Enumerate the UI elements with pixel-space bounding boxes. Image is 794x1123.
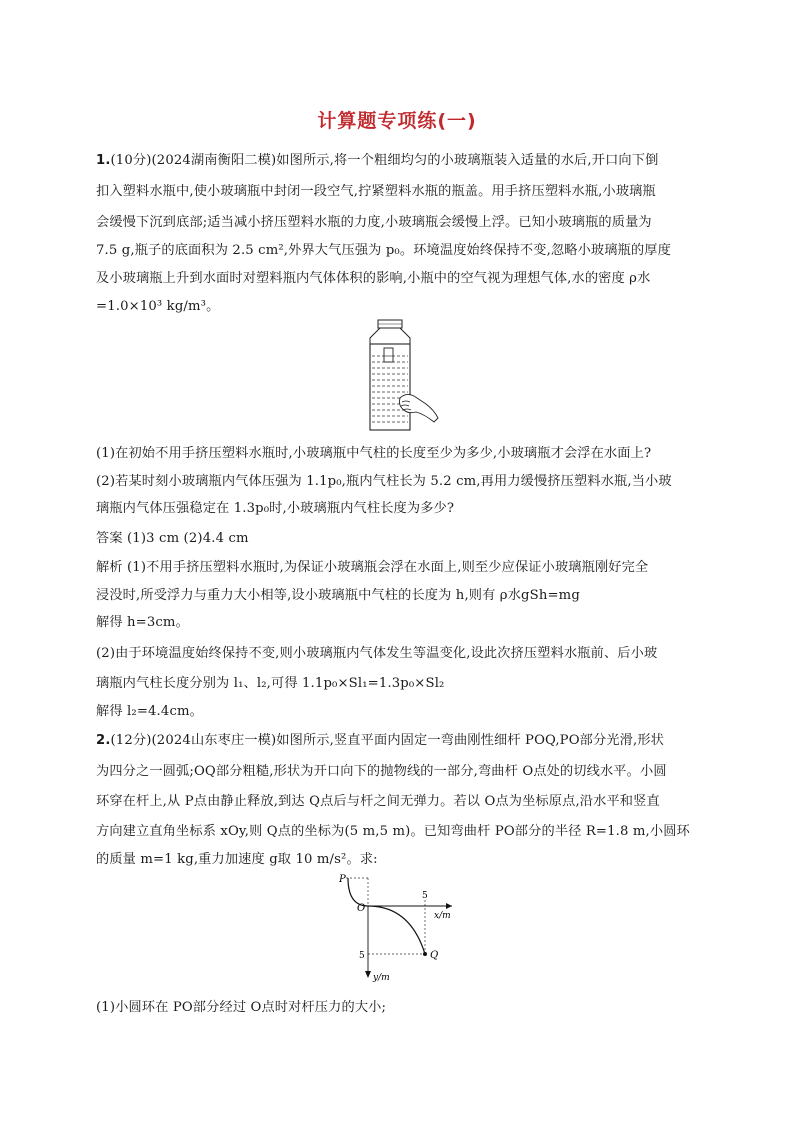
q1-line-2: 扣入塑料水瓶中,使小玻璃瓶中封闭一段空气,拧紧塑料水瓶的瓶盖。用手挤压塑料水瓶,小玻璃瓶 — [96, 184, 656, 199]
label-x-axis: x/m — [434, 911, 451, 921]
q1-analysis-line-3: 解得 h=3cm。 — [96, 615, 189, 630]
tick-y-5: 5 — [359, 951, 365, 961]
q1-sub2-line-2: 璃瓶内气体压强稳定在 1.3p₀时,小玻璃瓶内气柱长度为多少? — [96, 501, 455, 516]
q1-line-5: 及小玻璃瓶上升到水面时对塑料瓶内气体体积的影响,小瓶中的空气视为理想气体,水的密度 ρ水 — [96, 271, 651, 286]
q2-number: 2. — [96, 733, 111, 748]
q2-text-1: (12分)(2024山东枣庄一模)如图所示,竖直平面内固定一弯曲刚性细杆 POQ,PO部分光滑,形状 — [110, 733, 665, 748]
label-Q: Q — [430, 950, 439, 961]
label-P: P — [339, 874, 346, 885]
q1-text-1: (10分)(2024湖南衡阳二模)如图所示,将一个粗细均匀的小玻璃瓶装入适量的水后,开口向下倒 — [110, 153, 659, 168]
q1-line-3: 会缓慢下沉到底部;适当减小挤压塑料水瓶的力度,小玻璃瓶会缓慢上浮。已知小玻璃瓶的质量为 — [96, 215, 652, 230]
q1-line-6: =1.0×10³ kg/m³。 — [96, 299, 220, 314]
bottle-figure — [348, 318, 450, 432]
q1-analysis-line-6: 解得 l₂=4.4cm。 — [96, 704, 203, 719]
tick-x-5: 5 — [422, 891, 428, 901]
q1-analysis-line-2: 浸没时,所受浮力与重力大小相等,设小玻璃瓶中气柱的长度为 h,则有 ρ水gSh=mg — [96, 588, 580, 603]
q2-line-4: 方向建立直角坐标系 xOy,则 Q点的坐标为(5 m,5 m)。已知弯曲杆 PO部分的半径 R=1.8 m,小圆环 — [96, 824, 690, 839]
q2-line-3: 环穿在杆上,从 P点由静止释放,到达 Q点后与杆之间无弹力。若以 O点为坐标原点,沿水平和竖直 — [96, 794, 660, 809]
q1-answer: 答案 (1)3 cm (2)4.4 cm — [96, 531, 249, 546]
q2-sub1: (1)小圆环在 PO部分经过 O点时对杆压力的大小; — [96, 1000, 387, 1015]
q2-line-1 — [96, 731, 664, 751]
q1-line-1 — [96, 151, 658, 171]
q2-line-2: 为四分之一圆弧;OQ部分粗糙,形状为开口向下的抛物线的一部分,弯曲杆 O点处的切线水平。小圆 — [96, 764, 667, 779]
q1-analysis-line-1: 解析 (1)不用手挤压塑料水瓶时,为保证小玻璃瓶会浮在水面上,则至少应保证小玻璃瓶刚好完全 — [96, 560, 649, 575]
q1-sub2-line-1: (2)若某时刻小玻璃瓶内气体压强为 1.1p₀,瓶内气柱长为 5.2 cm,再用力缓慢挤压塑料水瓶,当小玻 — [96, 474, 672, 489]
q1-analysis-line-5: 璃瓶内气柱长度分别为 l₁、l₂,可得 1.1p₀×Sl₁=1.3p₀×Sl₂ — [96, 676, 445, 691]
q1-analysis-line-4: (2)由于环境温度始终保持不变,则小玻璃瓶内气体发生等温变化,设此次挤压塑料水瓶前、后小玻 — [96, 646, 658, 661]
q2-line-5: 的质量 m=1 kg,重力加速度 g取 10 m/s²。求: — [96, 852, 378, 867]
label-O: O — [357, 903, 366, 914]
rod-figure — [330, 870, 460, 982]
q1-line-4: 7.5 g,瓶子的底面积为 2.5 cm²,外界大气压强为 p₀。环境温度始终保持不变,忽略小玻璃瓶的厚度 — [96, 243, 671, 258]
q1-number: 1. — [96, 153, 111, 168]
q1-sub1: (1)在初始不用手挤压塑料水瓶时,小玻璃瓶中气柱的长度至少为多少,小玻璃瓶才会浮在水面上? — [96, 446, 652, 461]
page-title: 计算题专项练(一) — [317, 110, 477, 132]
label-y-axis: y/m — [373, 973, 390, 982]
